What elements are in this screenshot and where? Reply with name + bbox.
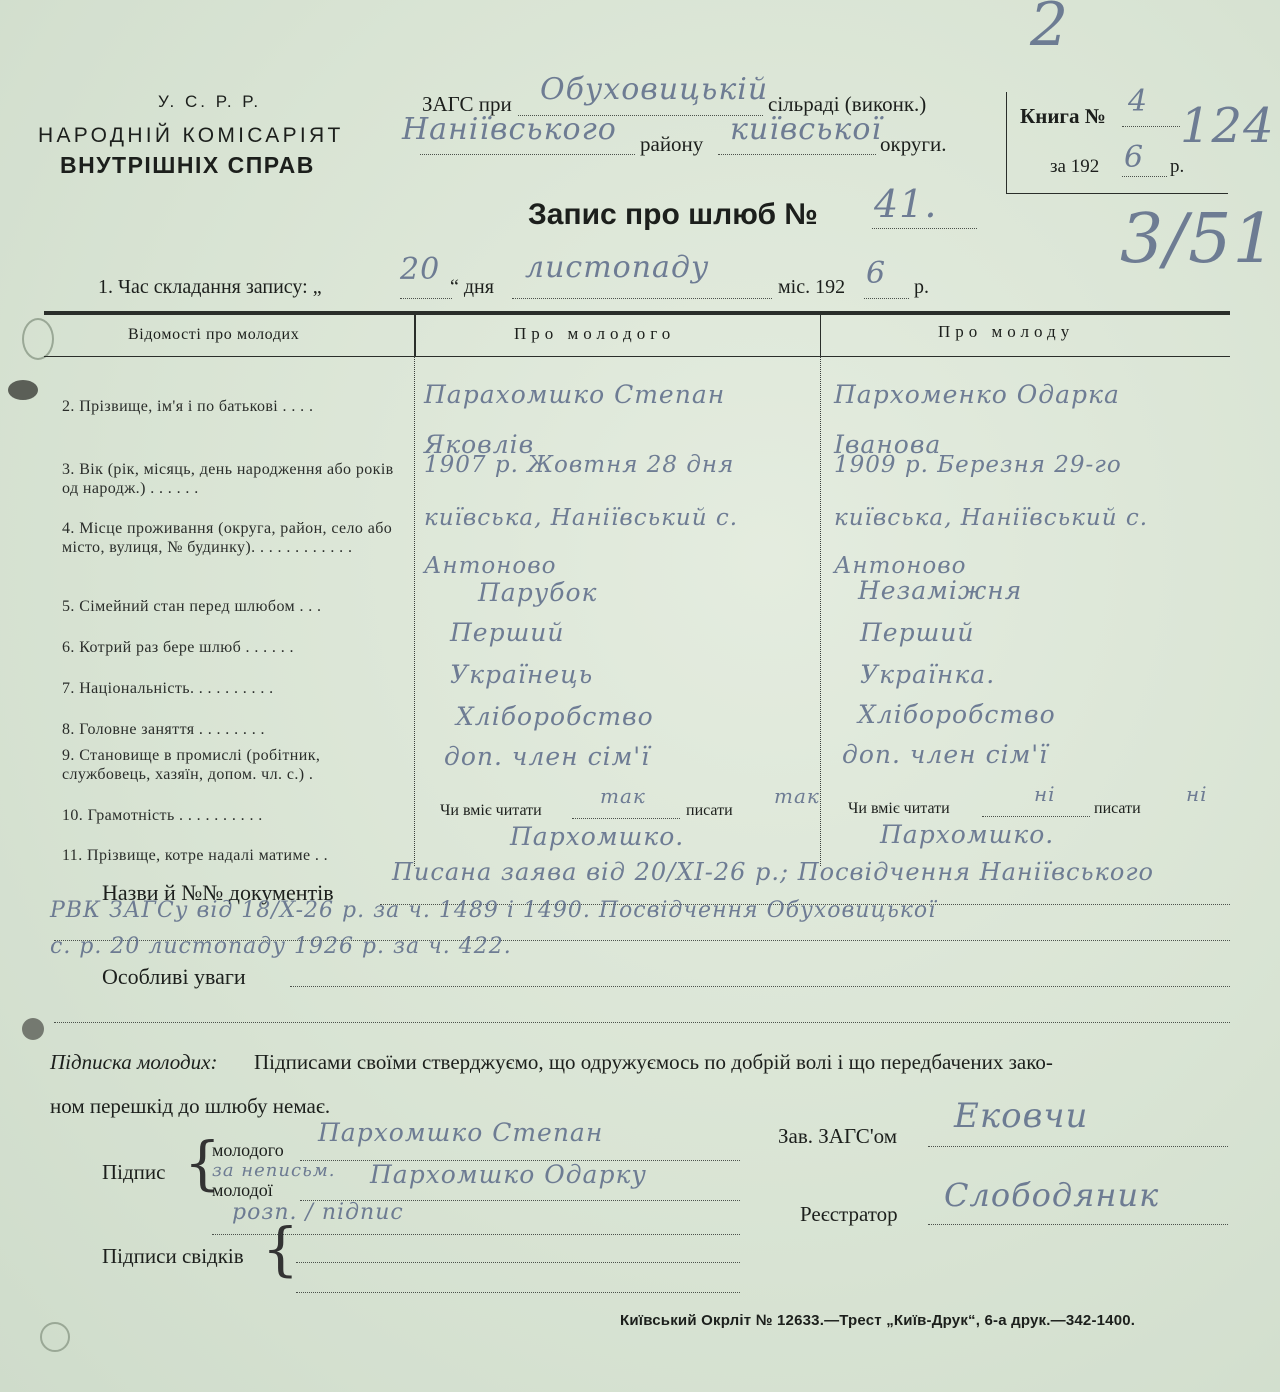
col-header-info: Відомості про молодих <box>128 326 300 343</box>
bride-write-value: ні <box>1186 782 1208 806</box>
row-label-residence <box>62 519 407 557</box>
bride-birth: 1909 р. Березня 29-го <box>834 452 1122 478</box>
documents-label: Назви й №№ документів <box>102 880 334 905</box>
signature-label: Підпис <box>102 1160 166 1184</box>
archive-mark-top: 2 <box>1030 0 1070 60</box>
record-time-label: 1. Час складання запису: „ <box>98 276 322 298</box>
row-label-marital: 5. Сімейний стан перед шлюбом . . . <box>62 598 322 615</box>
record-month-label: міс. 192 <box>778 276 846 298</box>
groom-future-surname: Пархомшко. <box>510 822 685 851</box>
groom-birth: 1907 р. Жовтня 28 дня <box>424 452 735 478</box>
notes-label: Особливі уваги <box>102 964 246 989</box>
district-value: Наніївського <box>402 112 617 147</box>
book-value: 4 <box>1128 84 1149 119</box>
documents-line2: РВК ЗАГСу від 18/X-26 р. за ч. 1489 і 1490. Посвідчення Обуховицької <box>50 898 937 923</box>
record-title: Запис про шлюб № <box>528 198 818 231</box>
archive-mark-right: 124 <box>1180 98 1275 154</box>
zags-prefix: ЗАГС при <box>422 92 512 116</box>
bride-name: Пархоменко Одарка Іванова <box>834 380 1120 459</box>
okruha-value: київської <box>730 112 882 147</box>
record-day-suffix: “ дня <box>450 276 494 298</box>
bride-position: доп. член сім'ї <box>842 740 1049 769</box>
bride-read-label: Чи вміє читати <box>848 800 950 817</box>
witnesses-brace: { <box>262 1215 299 1283</box>
row-label-literacy: 10. Грамотність . . . . . . . . . . <box>62 807 263 824</box>
ministry-line2: ВНУТРІШНІХ СПРАВ <box>60 152 315 178</box>
row-label-occupation: 8. Головне заняття . . . . . . . . <box>62 721 265 738</box>
witnesses-label: Підписи свідків <box>102 1244 244 1268</box>
year-suffix: р. <box>1170 156 1185 177</box>
record-year-suffix: р. <box>914 276 929 298</box>
col-header-bride: Про молоду <box>938 322 1075 341</box>
declaration-text-1: Підписами своїми стверджуємо, що одружуємось по добрій волі і що передбачених зако- <box>254 1050 1053 1074</box>
punch-hole <box>22 318 54 360</box>
groom-residence: київська, Наніївський с. Антоново <box>424 505 739 579</box>
year-value: 6 <box>1124 140 1145 175</box>
bride-occupation: Хліборобство <box>858 700 1056 729</box>
zags-value: Обуховицькій <box>540 72 769 107</box>
registrar-signature: Слободяник <box>944 1176 1160 1214</box>
bride-sign-label: молодої <box>212 1180 273 1200</box>
bride-signature: Пархомшко Одарку <box>370 1160 647 1189</box>
groom-write-label: писати <box>686 802 733 819</box>
groom-marital: Парубок <box>478 578 598 607</box>
row-label-age-text: 3. Вік (рік, місяць, день народження або років од народж.) . . . . . . <box>62 461 394 497</box>
groom-occupation: Хліборобство <box>456 702 654 731</box>
bride-read-value: ні <box>1034 782 1056 806</box>
bride-signature-note: розп. / підпис <box>232 1200 404 1225</box>
head-signature: Ековчи <box>954 1096 1089 1136</box>
head-label: Зав. ЗАГС'ом <box>778 1124 897 1148</box>
row-label-times: 6. Котрий раз бере шлюб . . . . . . <box>62 639 294 656</box>
year-prefix: за 192 <box>1050 156 1100 177</box>
declaration-text-2: ном перешкід до шлюбу немає. <box>50 1094 331 1118</box>
zags-suffix: сільраді (виконк.) <box>768 92 927 116</box>
record-month: листопаду <box>525 250 710 285</box>
documents-line1: Писана заява від 20/XI-26 р.; Посвідчення Наніївського <box>392 858 1154 886</box>
punch-hole <box>40 1322 70 1352</box>
punch-hole <box>22 1018 44 1040</box>
bride-nationality: Українка. <box>860 660 996 689</box>
district-label: району <box>640 132 704 156</box>
bride-signature-prefix: за неписьм. <box>212 1160 336 1181</box>
groom-name: Парахомшко Степан Яковлів <box>424 380 726 459</box>
punch-hole <box>8 380 38 400</box>
declaration-label: Підписка молодих: <box>50 1050 218 1074</box>
groom-signature: Пархомшко Степан <box>318 1118 604 1147</box>
row-label-name: 2. Прізвище, ім'я і по батькові . . . . <box>62 398 314 415</box>
record-year: 6 <box>866 256 887 291</box>
documents-line3: с. р. 20 листопаду 1926 р. за ч. 422. <box>50 934 512 959</box>
col-header-groom: Про молодого <box>514 324 676 343</box>
groom-times: Перший <box>450 618 565 647</box>
printer-imprint: Київський Окрліт № 12633.—Трест „Київ-Друк“, 6-а друк.—342-1400. <box>620 1312 1136 1329</box>
registrar-label: Реєстратор <box>800 1202 898 1226</box>
bride-residence: київська, Наніївський с. Антоново <box>834 505 1149 579</box>
bride-marital: Незаміжня <box>858 576 1023 605</box>
okruha-label: округи. <box>880 132 947 156</box>
groom-write-value: так <box>774 784 820 808</box>
bride-write-label: писати <box>1094 800 1141 817</box>
groom-read-label: Чи вміє читати <box>440 802 542 819</box>
record-number: 41. <box>874 182 938 226</box>
bride-times: Перший <box>860 618 975 647</box>
groom-sign-label: молодого <box>212 1140 284 1160</box>
groom-nationality: Українець <box>450 660 594 689</box>
groom-read-value: так <box>600 784 646 808</box>
archive-mark-folio: 3/51 <box>1120 200 1277 279</box>
groom-position: доп. член сім'ї <box>444 742 651 771</box>
record-day: 20 <box>400 252 441 287</box>
row-label-nationality: 7. Національність. . . . . . . . . . <box>62 680 274 697</box>
bride-future-surname: Пархомшко. <box>880 820 1055 849</box>
ministry-line1: НАРОДНІЙ КОМІСАРІЯТ <box>38 124 344 147</box>
row-label-residence-text: 4. Місце проживання (округа, район, село або місто, вулиця, № будинку). . . . . . . . . . . . <box>62 520 393 556</box>
row-label-position-text: 9. Становище в промислі (робітник, службовець, хазяїн, допом. чл. с.) . <box>62 747 321 783</box>
ussr-label: У. С. Р. Р. <box>158 92 262 111</box>
row-label-age <box>62 460 407 498</box>
row-label-position <box>62 746 407 784</box>
book-label: Книга № <box>1020 104 1106 128</box>
signature-brace: { <box>184 1129 221 1197</box>
row-label-surname: 11. Прізвище, котре надалі матиме . . <box>62 847 329 864</box>
